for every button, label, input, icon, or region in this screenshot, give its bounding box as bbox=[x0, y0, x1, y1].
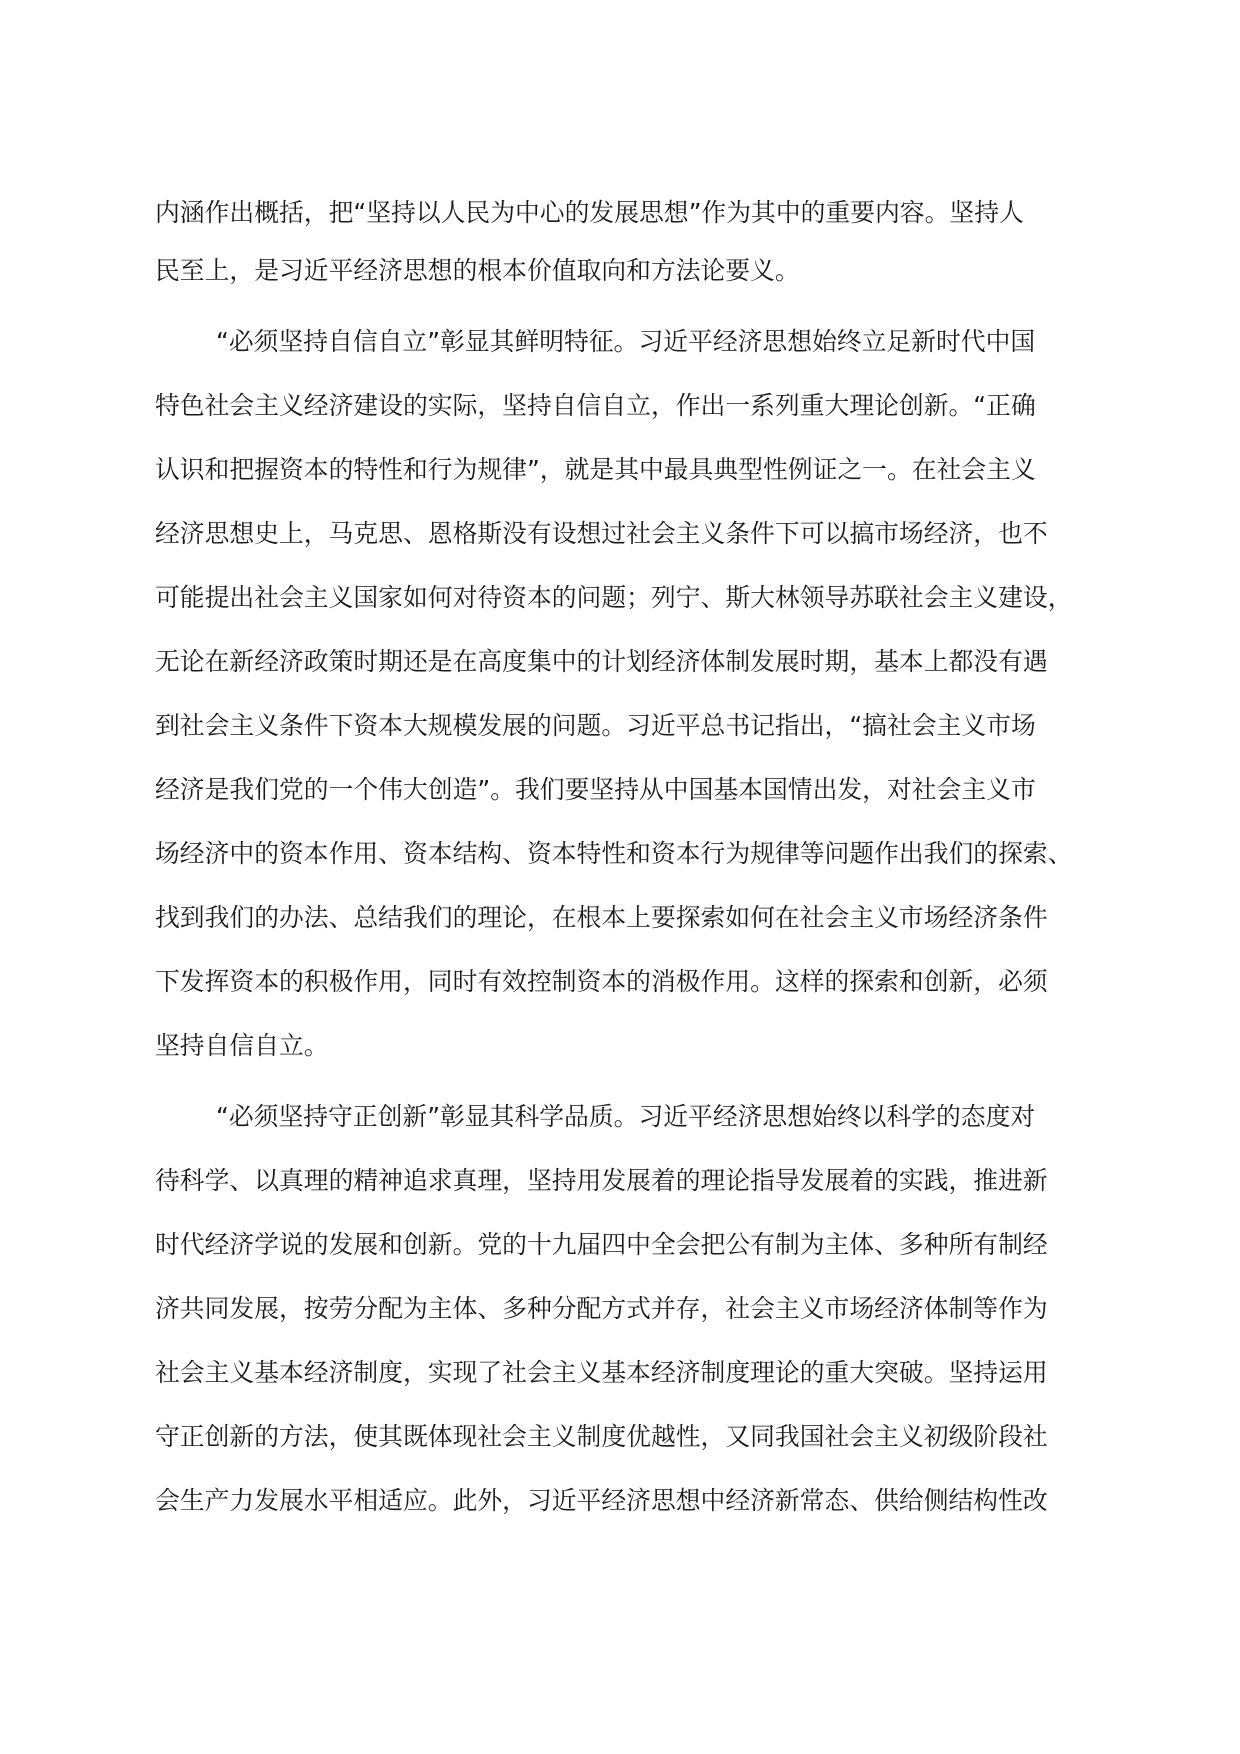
text-line: 待科学、以真理的精神追求真理，坚持用发展着的理论指导发展着的实践，推进新 bbox=[155, 1166, 1048, 1195]
text-line: 时代经济学说的发展和创新。党的十九届四中全会把公有制为主体、多种所有制经 bbox=[155, 1230, 1048, 1259]
text-line: 可能提出社会主义国家如何对待资本的问题；列宁、斯大林领导苏联社会主义建设， bbox=[155, 583, 1073, 612]
text-line: 内涵作出概括，把“坚持以人民为中心的发展思想”作为其中的重要内容。坚持人 bbox=[155, 198, 1024, 227]
text-line: 会生产力发展水平相适应。此外，习近平经济思想中经济新常态、供给侧结构性改 bbox=[155, 1486, 1048, 1515]
text-line: 认识和把握资本的特性和行为规律”，就是其中最具典型性例证之一。在社会主义 bbox=[155, 455, 1036, 484]
paragraph-first-line: “必须坚持守正创新”彰显其科学品质。习近平经济思想始终以科学的态度对 bbox=[216, 1102, 1036, 1131]
text-line: 特色社会主义经济建设的实际，坚持自信自立，作出一系列重大理论创新。“正确 bbox=[155, 391, 1036, 420]
text-line: 场经济中的资本作用、资本结构、资本特性和资本行为规律等问题作出我们的探索、 bbox=[155, 839, 1073, 868]
text-line: 经济是我们党的一个伟大创造”。我们要坚持从中国基本国情出发，对社会主义市 bbox=[155, 775, 1036, 804]
text-line: 下发挥资本的积极作用，同时有效控制资本的消极作用。这样的探索和创新，必须 bbox=[155, 967, 1048, 996]
text-line: 无论在新经济政策时期还是在高度集中的计划经济体制发展时期，基本上都没有遇 bbox=[155, 647, 1048, 676]
paragraph-first-line: “必须坚持自信自立”彰显其鲜明特征。习近平经济思想始终立足新时代中国 bbox=[216, 327, 1036, 356]
text-line: 民至上，是习近平经济思想的根本价值取向和方法论要义。 bbox=[155, 256, 800, 285]
text-line: 到社会主义条件下资本大规模发展的问题。习近平总书记指出，“搞社会主义市场 bbox=[155, 711, 1036, 740]
text-line: 找到我们的办法、总结我们的理论，在根本上要探索如何在社会主义市场经济条件 bbox=[155, 903, 1048, 932]
text-line: 守正创新的方法，使其既体现社会主义制度优越性，又同我国社会主义初级阶段社 bbox=[155, 1422, 1048, 1451]
text-line: 经济思想史上，马克思、恩格斯没有设想过社会主义条件下可以搞市场经济，也不 bbox=[155, 519, 1048, 548]
text-line: 济共同发展，按劳分配为主体、多种分配方式并存，社会主义市场经济体制等作为 bbox=[155, 1294, 1048, 1323]
text-line: 坚持自信自立。 bbox=[155, 1031, 329, 1060]
text-line: 社会主义基本经济制度，实现了社会主义基本经济制度理论的重大突破。坚持运用 bbox=[155, 1358, 1048, 1387]
